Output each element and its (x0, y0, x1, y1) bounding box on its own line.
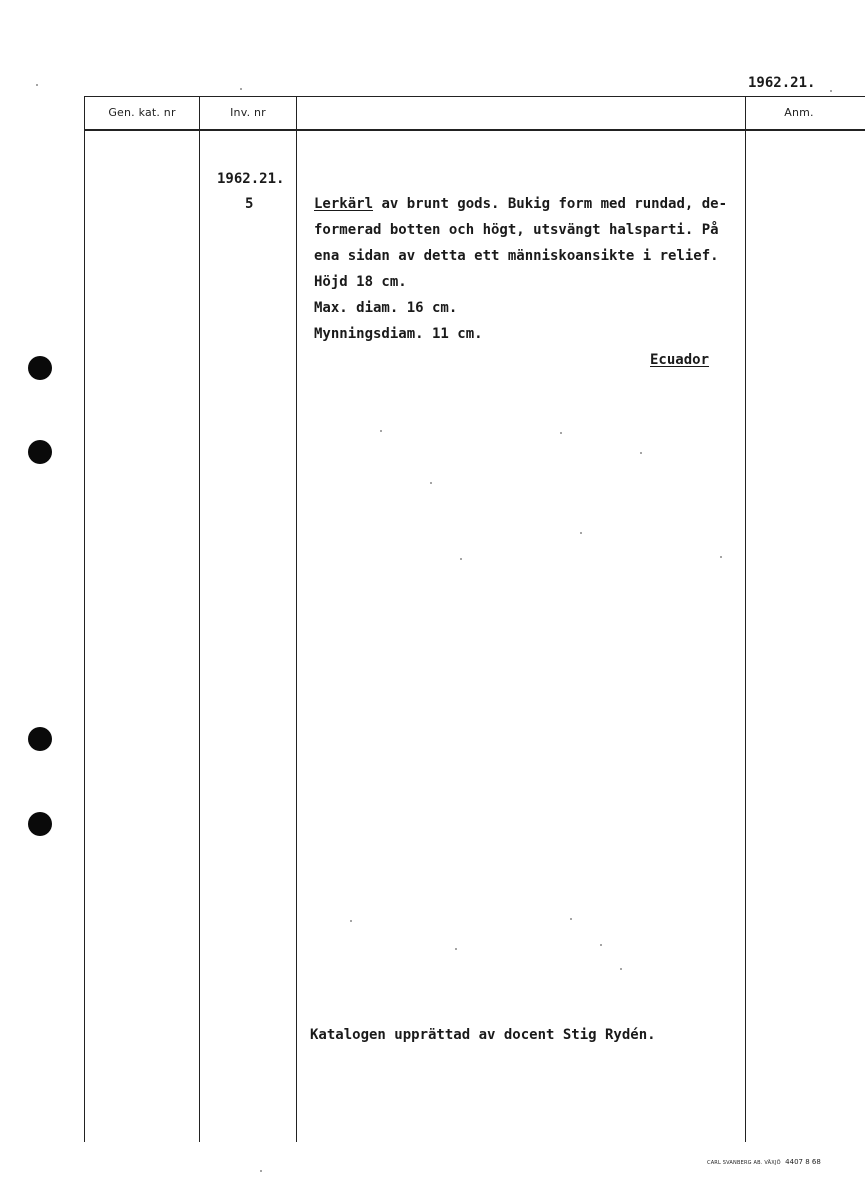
item-number: 5 (245, 196, 254, 212)
description-line (314, 196, 727, 212)
scan-speck (720, 556, 722, 558)
description-line-text: av brunt gods. Bukig form med rundad, de- (373, 196, 728, 212)
scan-speck (430, 482, 432, 484)
printer-mark (707, 1158, 821, 1166)
scan-speck (580, 532, 582, 534)
scan-speck (350, 920, 352, 922)
table-top-border (84, 96, 865, 97)
object-name: Lerkärl (314, 196, 374, 212)
scan-speck (455, 948, 457, 950)
mouth-diameter-measurement: Mynningsdiam. 11 cm. (314, 326, 483, 342)
punch-hole (28, 812, 52, 836)
column-header-gen-kat-nr: Gen. kat. nr (108, 106, 176, 119)
table-header-divider (84, 129, 865, 131)
scan-speck (640, 452, 642, 454)
description-line: ena sidan av detta ett människoansikte i relief. (314, 248, 719, 264)
scan-speck (560, 432, 562, 434)
scan-speck (570, 918, 572, 920)
punch-hole (28, 727, 52, 751)
column-divider-desc-anm (745, 96, 746, 1142)
max-diameter-measurement: Max. diam. 16 cm. (314, 300, 458, 316)
printer-code: 4407 8 68 (785, 1158, 821, 1166)
description-line: formerad botten och högt, utsvängt halsparti. På (314, 222, 719, 238)
scan-speck (380, 430, 382, 432)
scan-speck (460, 558, 462, 560)
column-header-anm: Anm. (784, 106, 814, 119)
page-catalogue-number: 1962.21. (748, 75, 816, 91)
punch-hole (28, 356, 52, 380)
column-divider-inv-desc (296, 96, 297, 1142)
column-header-inv-nr: Inv. nr (230, 106, 266, 119)
scan-speck (600, 944, 602, 946)
column-divider-gen-inv (199, 96, 200, 1142)
height-measurement: Höjd 18 cm. (314, 274, 407, 290)
punch-hole (28, 440, 52, 464)
printer-company: CARL SVANBERG AB. VÄXJÖ (707, 1160, 781, 1166)
scan-speck (240, 88, 242, 90)
scan-speck (620, 968, 622, 970)
origin-label: Ecuador (650, 352, 710, 368)
scan-speck (830, 90, 832, 92)
column-divider-left-edge (84, 96, 85, 1142)
inventory-number: 1962.21. (217, 171, 285, 187)
scan-speck (36, 84, 38, 86)
catalogue-author-note: Katalogen upprättad av docent Stig Rydén. (310, 1027, 656, 1043)
scan-speck (260, 1170, 262, 1172)
